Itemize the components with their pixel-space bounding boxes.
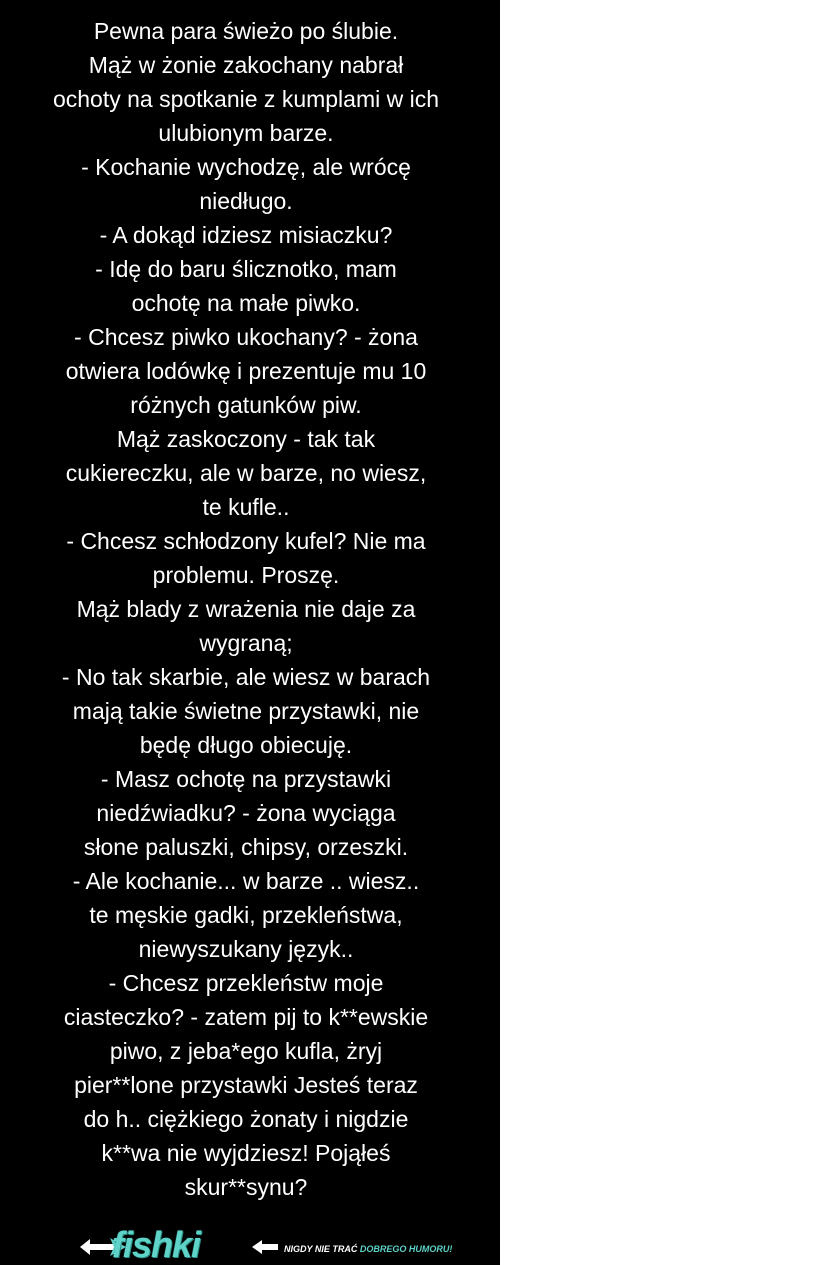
joke-line: - Ale kochanie... w barze .. wiesz..	[72, 868, 420, 894]
joke-line: ochotę na małe piwko.	[131, 290, 361, 316]
joke-line: - Kochanie wychodzę, ale wrócę	[81, 154, 411, 180]
slogan-accent: DOBREGO HUMORU!	[359, 1244, 453, 1254]
joke-line: słone paluszki, chipsy, orzeszki.	[83, 834, 409, 860]
joke-line: niedługo.	[199, 188, 293, 214]
joke-line: - No tak skarbie, ale wiesz w barach	[61, 664, 431, 690]
joke-line: ulubionym barze.	[158, 120, 334, 146]
joke-line: Mąż zaskoczony - tak tak	[116, 426, 376, 452]
joke-line: niedźwiadku? - żona wyciąga	[96, 800, 396, 826]
joke-line: wygraną;	[199, 630, 293, 656]
joke-line: otwiera lodówkę i prezentuje mu 10	[65, 358, 427, 384]
slogan-prefix: NIGDY NIE TRAĆ	[284, 1244, 358, 1254]
joke-text	[10, 14, 482, 1204]
joke-line: ciasteczko? - zatem pij to k**ewskie	[63, 1004, 429, 1030]
fishki-logo: fishki	[112, 1224, 201, 1265]
joke-line: różnych gatunków piw.	[130, 392, 362, 418]
joke-line: te męskie gadki, przekleństwa,	[89, 902, 403, 928]
joke-line: do h.. ciężkiego żonaty i nigdzie	[83, 1106, 409, 1132]
joke-line: - Chcesz przekleństw moje	[108, 970, 384, 996]
joke-line: będę długo obiecuję.	[139, 732, 353, 758]
arrow-tail-icon	[252, 1240, 280, 1254]
joke-line: - Chcesz piwko ukochany? - żona	[74, 324, 418, 350]
joke-line: mają takie świetne przystawki, nie	[72, 698, 420, 724]
joke-line: - Chcesz schłodzony kufel? Nie ma	[66, 528, 426, 554]
joke-line: k**wa nie wyjdziesz! Pojąłeś	[101, 1140, 391, 1166]
joke-line: Mąż blady z wrażenia nie daje za	[76, 596, 416, 622]
joke-line: - A dokąd idziesz misiaczku?	[99, 222, 393, 248]
joke-line: skur**synu?	[184, 1174, 308, 1200]
joke-line: Mąż w żonie zakochany nabrał	[88, 52, 404, 78]
joke-line: - Idę do baru ślicznotko, mam	[95, 256, 397, 282]
joke-line: pier**lone przystawki Jesteś teraz	[74, 1072, 418, 1098]
joke-line: niewyszukany język..	[138, 936, 354, 962]
footer-branding	[0, 1224, 500, 1265]
slogan	[284, 1244, 452, 1254]
joke-line: ochoty na spotkanie z kumplami w ich	[52, 86, 440, 112]
joke-line: cukiereczku, ale w barze, no wiesz,	[65, 460, 427, 486]
joke-line: Pewna para świeżo po ślubie.	[93, 18, 399, 44]
joke-line: problemu. Proszę.	[152, 562, 340, 588]
joke-line: - Masz ochotę na przystawki	[100, 766, 392, 792]
joke-line: te kufle..	[202, 494, 290, 520]
joke-line: piwo, z jeba*ego kufla, żryj	[109, 1038, 383, 1064]
